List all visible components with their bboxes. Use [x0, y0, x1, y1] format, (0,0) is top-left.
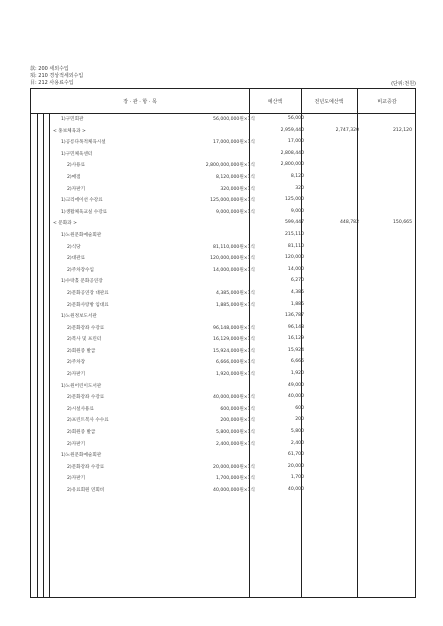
- row-calc: 4,385,000원×1식: [215, 290, 255, 296]
- table-body: [31, 113, 417, 496]
- row-calc: 320,000원×1식: [220, 186, 255, 192]
- row-calc: 56,000,000원×1식: [213, 117, 255, 122]
- row-label: 2)문화사랑방 임대료: [67, 302, 109, 308]
- table-row: [31, 438, 417, 450]
- table-row: [31, 333, 417, 345]
- row-calc: 1,885,000원×1식: [215, 302, 255, 308]
- row-calc: 2,800,000,000원×1식: [205, 163, 255, 169]
- table-row: [31, 356, 417, 368]
- table-row: [31, 206, 417, 218]
- row-amount: 40,000: [287, 487, 304, 492]
- row-diff: 150,665: [393, 220, 412, 226]
- row-amount: 1,920: [290, 371, 304, 377]
- row-label: 2)주차장: [67, 360, 86, 366]
- row-amount: 120,000: [285, 255, 304, 261]
- header-line-2: 項: 210 경상적세외수입: [30, 73, 84, 79]
- row-prev: 448,782: [340, 220, 359, 226]
- table-row: [31, 345, 417, 357]
- col-prev: 전년도예산액: [314, 98, 344, 105]
- row-amount: 599,447: [285, 220, 304, 226]
- row-amount: 1,885: [290, 301, 304, 307]
- table-row: [31, 159, 417, 171]
- row-label: < 문화과 >: [53, 221, 77, 227]
- row-calc: 6,666,000원×1식: [215, 360, 255, 366]
- row-amount: 2,800,000: [280, 162, 304, 168]
- table-row: [31, 252, 417, 264]
- row-amount: 49,000: [287, 382, 304, 388]
- row-label: 2)주차장수입: [67, 267, 94, 273]
- row-amount: 136,787: [285, 313, 304, 319]
- table-row: [31, 391, 417, 403]
- row-calc: 14,000,000원×1식: [213, 267, 255, 273]
- col-budget: 예산액: [267, 98, 283, 105]
- table-row: [31, 426, 417, 438]
- row-label: 2)회원증 발급: [67, 430, 96, 436]
- row-label: 1)생활체육교실 수강료: [61, 209, 108, 215]
- row-amount: 8,120: [290, 173, 304, 179]
- row-calc: 40,000,000원×1식: [213, 395, 255, 401]
- row-amount: 4,385: [290, 289, 304, 295]
- row-diff: 212,120: [393, 127, 412, 133]
- table-row: [31, 484, 417, 496]
- row-amount: 14,000: [287, 266, 304, 272]
- header-line-1: 款: 200 세외수입: [30, 66, 69, 72]
- col-diff: 비교증감: [377, 98, 397, 105]
- row-label: 1)노원문화예술회관: [61, 232, 102, 238]
- row-label: 1)공릉다목적체육시설: [61, 140, 106, 146]
- row-amount: 215,110: [285, 231, 304, 237]
- col-category: 장 · 관 · 항 · 목: [123, 98, 157, 105]
- row-label: 2)문화강좌 수강료: [67, 464, 105, 470]
- row-amount: 61,700: [287, 452, 304, 458]
- row-amount: 200: [295, 417, 304, 423]
- row-label: 2)시설사용료: [67, 406, 94, 412]
- row-label: 1)노원문화예술회관: [61, 453, 102, 459]
- row-label: 2)매점: [67, 174, 81, 180]
- row-calc: 40,000,000원×1식: [213, 488, 255, 493]
- row-label: 2)프린트복사 수수료: [67, 418, 109, 424]
- row-label: 1)구민체육센터: [61, 151, 93, 157]
- row-amount: 20,000: [287, 463, 304, 469]
- table-row: [31, 310, 417, 322]
- row-label: 1)구민회관: [61, 117, 84, 122]
- table-row: [31, 380, 417, 392]
- table-row: [31, 472, 417, 484]
- table-row: [31, 322, 417, 334]
- row-calc: 2,400,000원×1식: [215, 441, 255, 447]
- row-amount: 600: [295, 405, 304, 411]
- table-row: [31, 414, 417, 426]
- row-calc: 125,000,000원×1식: [210, 198, 255, 204]
- row-amount: 9,000: [290, 208, 304, 214]
- row-label: 2)문화강좌 수강료: [67, 325, 105, 331]
- table-row: [31, 171, 417, 183]
- row-calc: 96,148,000원×1식: [213, 325, 255, 331]
- table-row: [31, 403, 417, 415]
- table-row: [31, 241, 417, 253]
- row-amount: 17,000: [287, 139, 304, 145]
- row-amount: 40,000: [287, 394, 304, 400]
- row-amount: 2,959,440: [280, 127, 304, 133]
- table-row: [31, 287, 417, 299]
- row-label: 2)대관료: [67, 256, 86, 262]
- row-label: 2)자판기: [67, 372, 86, 378]
- row-label: 2)자판기: [67, 186, 86, 192]
- row-label: 1)수락홀 문화공연장: [61, 279, 103, 285]
- row-label: 2)자판기: [67, 476, 86, 482]
- table-row: [31, 229, 417, 241]
- row-amount: 320: [295, 185, 304, 191]
- row-prev: 2,747,320: [335, 127, 359, 133]
- row-calc: 17,000,000원×1식: [213, 140, 255, 146]
- table-row: [31, 217, 417, 229]
- row-calc: 8,120,000원×1식: [215, 174, 255, 180]
- row-calc: 600,000원×1식: [220, 406, 255, 412]
- table-row: [31, 461, 417, 473]
- row-amount: 15,924: [287, 347, 304, 353]
- table-row: [31, 299, 417, 311]
- row-label: 2)문화강좌 수강료: [67, 395, 105, 401]
- row-amount: 2,808,440: [280, 150, 304, 156]
- table-row: [31, 136, 417, 148]
- row-calc: 15,924,000원×1식: [213, 348, 255, 354]
- row-amount: 96,148: [287, 324, 304, 330]
- row-label: 1)크리에이션 수강료: [61, 198, 103, 204]
- table-row: [31, 368, 417, 380]
- row-amount: 2,400: [290, 440, 304, 446]
- row-amount: 5,800: [290, 429, 304, 435]
- budget-table: [30, 88, 416, 598]
- row-amount: 1,700: [290, 475, 304, 481]
- row-calc: 20,000,000원×1식: [213, 464, 255, 470]
- unit-label: (단위:천원): [391, 81, 416, 87]
- row-label: 2)식당: [67, 244, 81, 250]
- table-row: [31, 113, 417, 125]
- row-calc: 81,110,000원×1식: [213, 244, 255, 250]
- row-amount: 6,666: [290, 359, 304, 365]
- row-amount: 56,000: [287, 116, 304, 121]
- header-line-3: 目: 212 사용료수입: [30, 80, 74, 86]
- table-row: [31, 125, 417, 137]
- row-label: 2)사용료: [67, 163, 86, 169]
- row-amount: 81,110: [287, 243, 304, 249]
- row-label: 1)노원어린이도서관: [61, 383, 102, 389]
- row-label: 2)문화공연장 대관료: [67, 290, 109, 296]
- row-amount: 16,129: [287, 336, 304, 342]
- table-row: [31, 275, 417, 287]
- table-row: [31, 264, 417, 276]
- row-amount: 6,270: [290, 278, 304, 284]
- table-row: [31, 449, 417, 461]
- row-label: 1)노원정보도서관: [61, 314, 97, 320]
- row-label: 2)회원증 발급: [67, 348, 96, 354]
- row-label: < 홍보체육과 >: [53, 128, 86, 134]
- row-calc: 9,000,000원×1식: [215, 209, 255, 215]
- row-calc: 5,800,000원×1식: [215, 430, 255, 436]
- row-calc: 1,920,000원×1식: [215, 372, 255, 378]
- table-row: [31, 148, 417, 160]
- row-label: 2)복사 및 프린터: [67, 337, 102, 343]
- row-label: 2)자판기: [67, 441, 86, 447]
- row-calc: 1,700,000원×1식: [215, 476, 255, 482]
- row-label: 2)유료회원 연회비: [67, 488, 105, 493]
- row-amount: 125,000: [285, 197, 304, 203]
- row-calc: 16,129,000원×1식: [213, 337, 255, 343]
- row-calc: 120,000,000원×1식: [210, 256, 255, 262]
- row-calc: 200,000원×1식: [220, 418, 255, 424]
- table-row: [31, 194, 417, 206]
- table-row: [31, 183, 417, 195]
